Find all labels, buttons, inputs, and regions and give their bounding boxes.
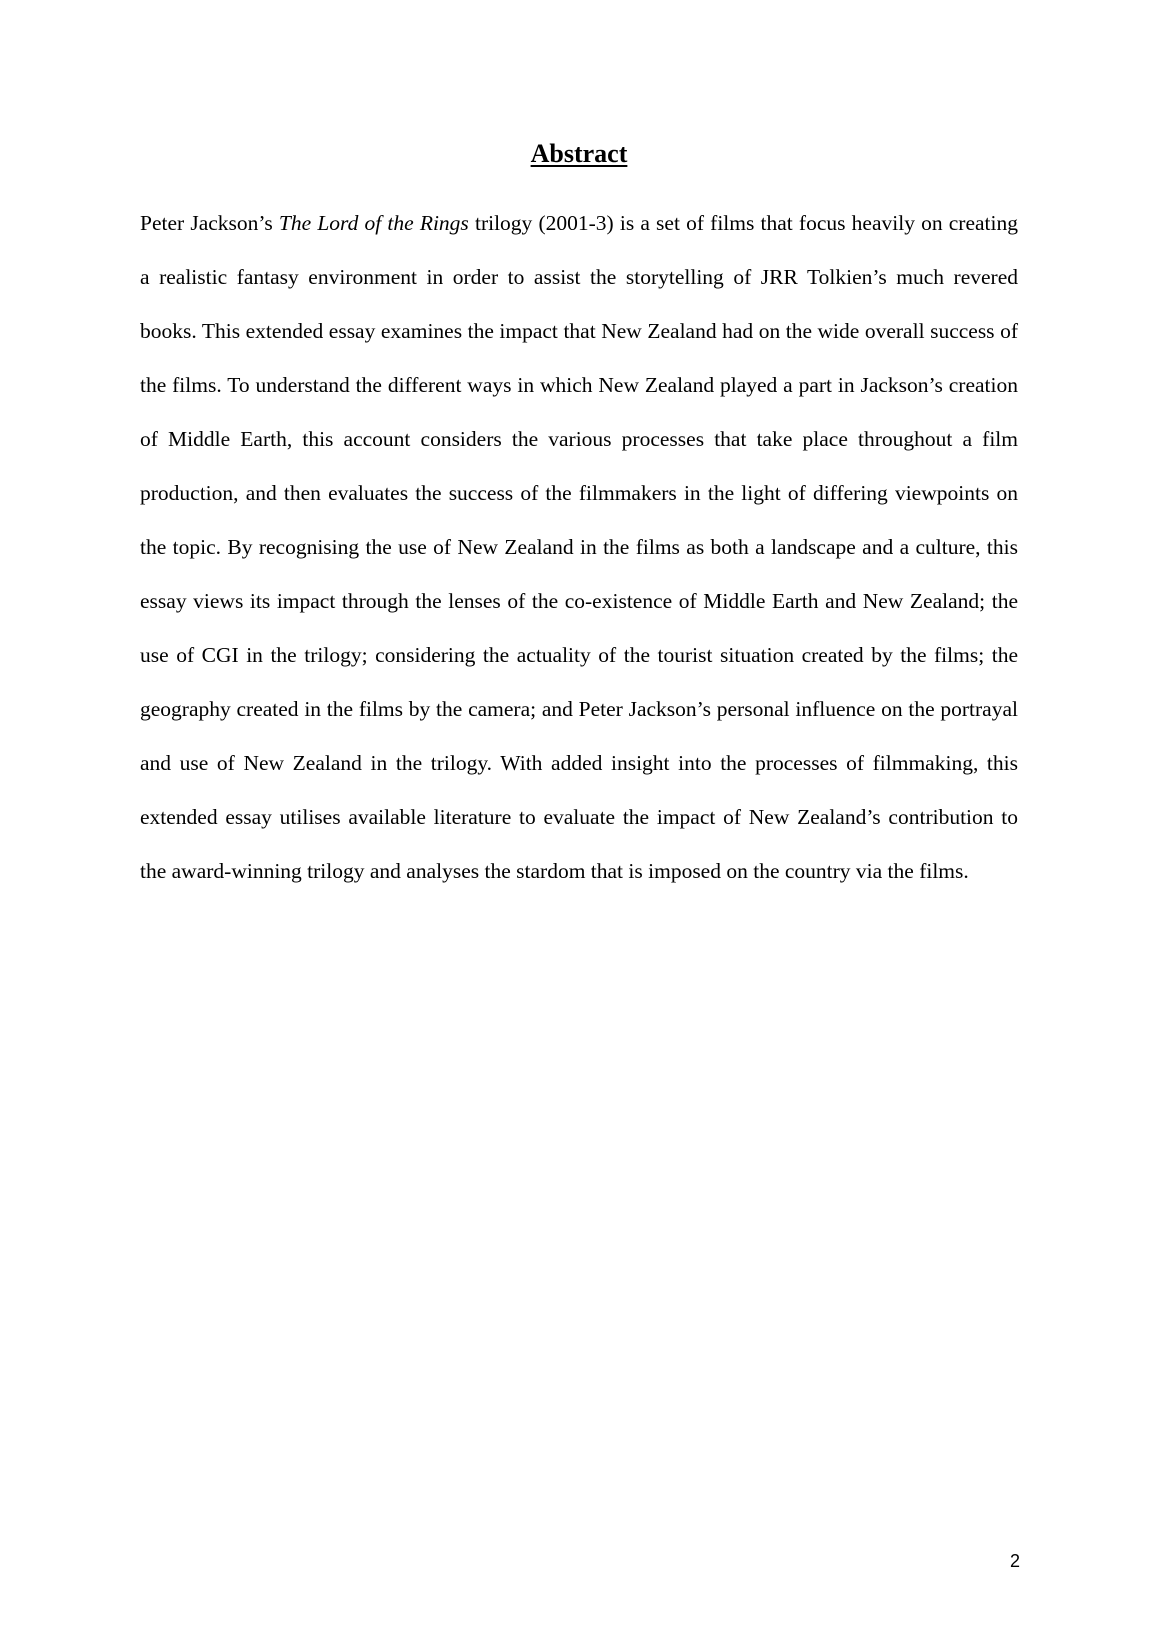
abstract-text-intro: Peter Jackson’s <box>140 211 279 235</box>
abstract-heading: Abstract <box>530 139 628 168</box>
film-title-italic: The Lord of the Rings <box>278 211 469 235</box>
abstract-paragraph <box>140 196 1018 898</box>
page-number: 2 <box>1009 1551 1020 1571</box>
abstract-text-body: trilogy (2001-3) is a set of films that focus heavily on creating a realistic fantasy environment in order to assist the storytelling of JRR Tolkien’s much revered books. This extended essay examines the impact that New Zealand had on the wide overall success of the films. To understand the different ways in which New Zealand played a part in Jackson’s creation of Middle Earth, this account considers the various processes that take place throughout a film production, and then evaluates the success of the filmmakers in the light of differing viewpoints on the topic. By recognising the use of New Zealand in the films as both a landscape and a culture, this essay views its impact through the lenses of the co-existence of Middle Earth and New Zealand; the use of CGI in the trilogy; considering the actuality of the tourist situation created by the films; the geography created in the films by the camera; and Peter Jackson’s personal influence on the portrayal and use of New Zealand in the trilogy. With added insight into the processes of filmmaking, this extended essay utilises available literature to evaluate the impact of New Zealand’s contribution to the award-winning trilogy and analyses the stardom that is imposed on the country via the films. <box>140 211 1018 883</box>
